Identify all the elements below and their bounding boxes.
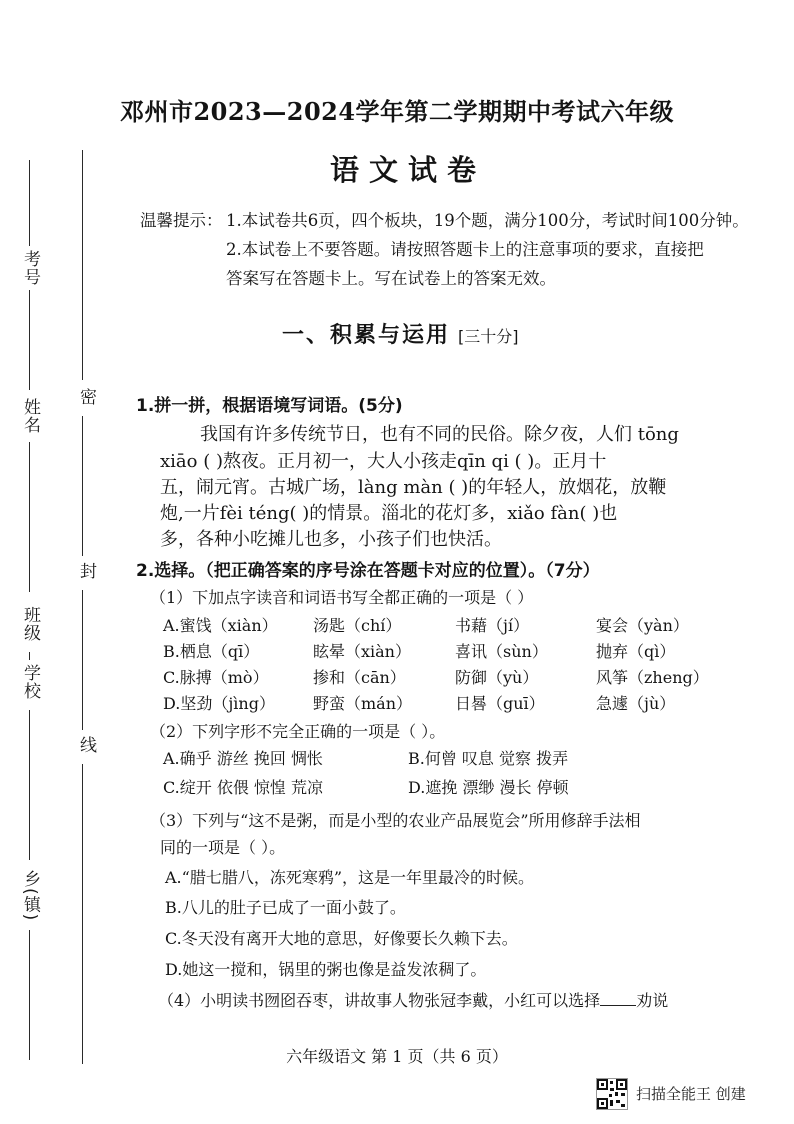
q2-1-option-c2: 掺和（cān） <box>313 668 406 687</box>
margin-field-line-xuexiao <box>29 710 30 860</box>
seal-mark-xian: 线 <box>76 736 96 754</box>
margin-field-line-xingming <box>29 442 30 592</box>
q2-2-option-c: C.绽开 依偎 惊惶 荒凉 <box>163 778 324 797</box>
seal-line-bottom <box>82 764 83 1064</box>
section-score: [三十分] <box>458 327 519 346</box>
q2-2-option-a: A.确乎 游丝 挽回 惆怅 <box>163 749 323 768</box>
q2-heading: 2.选择。（把正确答案的序号涂在答题卡对应的位置）。（7分） <box>136 561 600 581</box>
q2-sub4-pre: （4）小明读书囫囵吞枣，讲故事人物张冠李戴，小红可以选择 <box>158 991 601 1010</box>
section-title-text: 一、积累与运用 <box>282 323 451 348</box>
q2-1-option-a1: A.蜜饯（xiàn） <box>163 616 278 635</box>
q2-1-option-b1: B.栖息（qī） <box>163 642 260 661</box>
q1-line-4: 炮,一片fèi téng( )的情景。淄北的花灯多，xiǎo fàn( )也 <box>160 503 618 524</box>
tip-line-1: 1.本试卷共6页，四个板块，19个题，满分100分，考试时间100分钟。 <box>226 211 749 230</box>
q2-1-option-c1: C.脉搏（mò） <box>163 668 269 687</box>
q2-3-option-a: A.“腊七腊八，冻死寒鸦”，这是一年里最冷的时候。 <box>165 868 535 887</box>
q1-line-5: 多，各种小吃摊儿也多，小孩子们也快活。 <box>160 529 502 550</box>
q1-line-3: 五，闹元宵。古城广场，làng màn ( )的年轻人，放烟花，放鞭 <box>160 477 667 498</box>
tip-label: 温馨提示： <box>140 211 223 230</box>
q1-line-2: xiāo ( )熬夜。正月初一，大人小孩走qīn qi ( )。正月十 <box>160 451 607 472</box>
seal-line-mid2 <box>82 590 83 730</box>
scanner-watermark: 扫描全能王 创建 <box>636 1085 746 1103</box>
q2-1-option-c4: 风筝（zheng） <box>596 668 709 687</box>
q2-sub4 <box>158 988 668 1011</box>
q2-3-option-d: D.她这一搅和，锅里的粥也像是益发浓稠了。 <box>165 960 487 979</box>
margin-field-line-kaohao-lower <box>29 290 30 390</box>
margin-label-xuexiao: 学校 <box>20 664 40 700</box>
q2-1-option-a3: 书藉（jí） <box>455 616 530 635</box>
margin-label-xingming: 姓名 <box>20 398 40 434</box>
margin-field-line-xiangzhen <box>29 930 30 1060</box>
q2-sub4-post: 劝说 <box>636 991 669 1010</box>
margin-field-line-banji <box>29 652 30 660</box>
tip-line-2b: 答案写在答题卡上。写在试卷上的答案无效。 <box>226 269 556 288</box>
q2-sub3-line1: （3）下列与“这不是粥，而是小型的农业产品展览会”所用修辞手法相 <box>150 811 641 830</box>
q2-1-option-d1: D.坚劲（jìng） <box>163 694 275 713</box>
margin-label-xiangzhen: 乡(镇) <box>20 870 40 922</box>
margin-label-banji: 班级 <box>20 606 40 642</box>
q2-1-option-d4: 急遽（jù） <box>596 694 676 713</box>
seal-mark-feng: 封 <box>76 562 96 580</box>
q2-1-option-a2: 汤匙（chí） <box>313 616 402 635</box>
q2-1-option-d2: 野蛮（mán） <box>313 694 413 713</box>
q1-heading: 1.拼一拼，根据语境写词语。(5分) <box>136 396 403 416</box>
q2-2-option-b: B.何曾 叹息 觉察 拨弄 <box>408 749 569 768</box>
q2-sub3-line2: 同的一项是（ ）。 <box>160 838 286 857</box>
q2-3-option-c: C.冬天没有离开大地的意思，好像要长久赖下去。 <box>165 929 518 948</box>
q1-line-1: 我国有许多传统节日，也有不同的民俗。除夕夜，人们 tōng <box>200 424 679 445</box>
q2-sub2: （2）下列字形不完全正确的一项是（ ）。 <box>150 722 446 741</box>
margin-label-kaohao: 考号 <box>20 250 40 286</box>
exam-subtitle: 语文试卷 <box>329 153 486 187</box>
answer-blank <box>600 991 636 1006</box>
q2-1-option-d3: 日晷（guī） <box>455 694 545 713</box>
q2-1-option-b3: 喜讯（sùn） <box>455 642 548 661</box>
q2-3-option-b: B.八儿的肚子已成了一面小鼓了。 <box>165 898 406 917</box>
seal-mark-mi: 密 <box>76 388 96 406</box>
q2-1-option-c3: 防御（yù） <box>455 668 539 687</box>
qr-code-icon <box>596 1078 628 1110</box>
q2-sub1: （1）下加点字读音和词语书写全都正确的一项是（ ） <box>150 588 534 607</box>
tip-line-2: 2.本试卷上不要答题。请按照答题卡上的注意事项的要求，直接把 <box>226 240 704 259</box>
q2-1-option-a4: 宴会（yàn） <box>596 616 689 635</box>
q2-2-option-d: D.遮挽 漂缈 漫长 停顿 <box>408 778 569 797</box>
q2-1-option-b4: 抛弃（qì） <box>596 642 676 661</box>
q2-1-option-b2: 眩晕（xiàn） <box>313 642 411 661</box>
seal-line-mid1 <box>82 416 83 556</box>
page-footer: 六年级语文 第 1 页（共 6 页） <box>286 1047 508 1066</box>
section-title <box>282 318 519 349</box>
exam-title: 邓州市2023—2024学年第二学期期中考试六年级 <box>119 97 675 126</box>
